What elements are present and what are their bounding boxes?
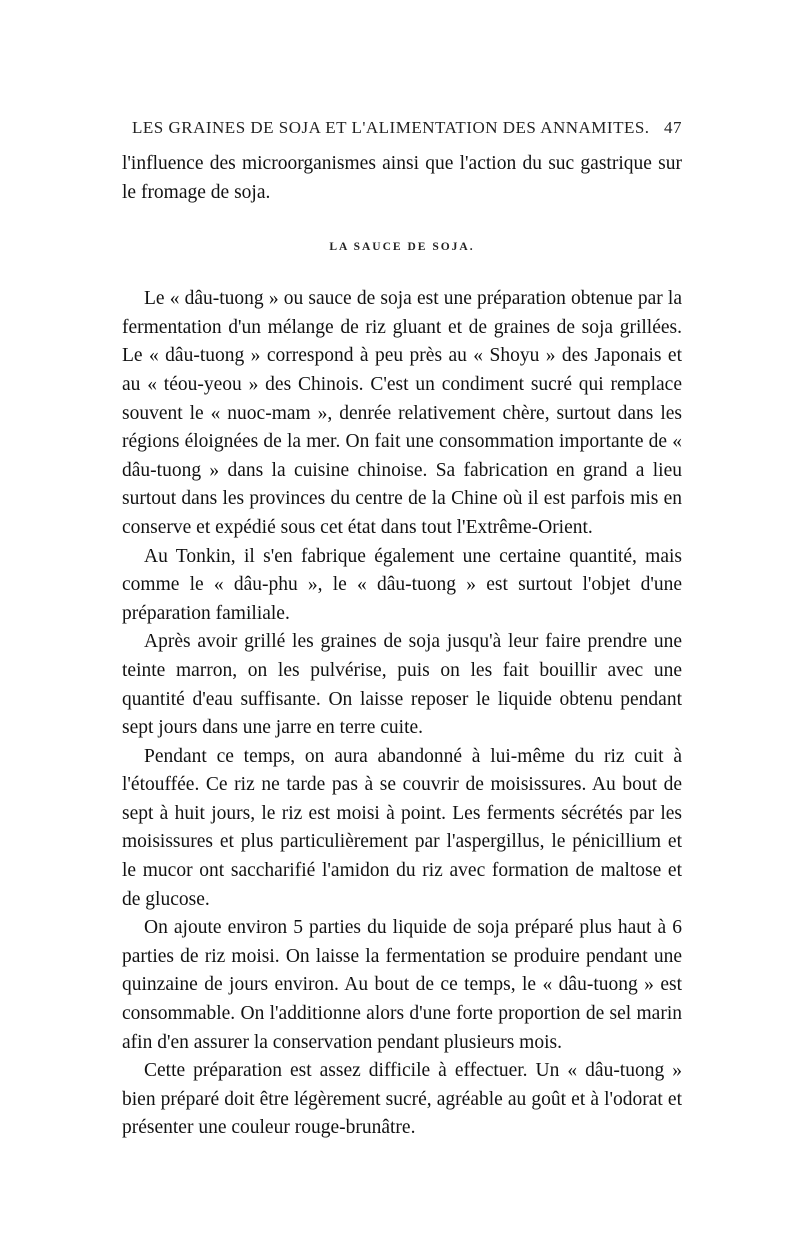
running-header [122,118,682,144]
page-number: 47 [664,118,682,137]
paragraph-2: Au Tonkin, il s'en fabrique également une certaine quantité, mais comme le « dâu-phu », le « dâu-tuong » est surtout l'objet d'une préparation familiale. [122,545,682,624]
paragraph-6: Cette préparation est assez difficile à effectuer. Un « dâu-tuong » bien préparé doit être légèrement sucré, agréable au goût et à l'odorat et présenter une couleur rouge-brunâtre. [122,1060,682,1139]
paragraph-3: Après avoir grillé les graines de soja jusqu'à leur faire prendre une teinte marron, on les pulvérise, puis on les fait bouillir avec une quantité d'eau suffisante. On laisse reposer le liquide obtenu pendant sept jours dans une jarre en terre cuite. [122,631,682,739]
paragraph-5: On ajoute environ 5 parties du liquide de soja préparé plus haut à 6 parties de riz moisi. On laisse la fermentation se produire pendant une quinzaine de jours environ. Au bout de ce temps, le « dâu-tuong » est consommable. On l'additionne alors d'une forte proportion de sel marin afin d'en assurer la conservation pendant plusieurs mois. [122,917,682,1053]
paragraph-1: Le « dâu-tuong » ou sauce de soja est une préparation obtenue par la fermentation d'un mélange de riz gluant et de graines de soja grillées. Le « dâu-tuong » correspond à peu près au « Shoyu » des Japonais et au « téou-yeou » des Chinois. C'est un condiment sucré qui remplace souvent le « nuoc-mam », denrée relativement chère, surtout dans les régions éloignées de la mer. On fait une consommation importante de « dâu-tuong » dans la cuisine chinoise. Sa fabrication en grand a lieu surtout dans les provinces du centre de la Chine où il est parfois mis en conserve et expédié sous cet état dans tout l'Extrême-Orient. [122,288,682,538]
running-title: LES GRAINES DE SOJA ET L'ALIMENTATION DES ANNAMITES. [132,118,650,137]
continued-paragraph: l'influence des microorganismes ainsi que l'action du suc gastrique sur le fromage de soja. [122,153,682,203]
page-body [122,150,682,1143]
section-heading: LA SAUCE DE SOJA. [329,241,475,254]
paragraph-4: Pendant ce temps, on aura abandonné à lui-même du riz cuit à l'étouffée. Ce riz ne tarde pas à se couvrir de moisissures. Au bout de sept à huit jours, le riz est moisi à point. Les ferments sécrétés par les moisissures et plus particulièrement par l'aspergillus, le pénicillium et le mucor ont saccharifié l'amidon du riz avec formation de maltose et de glucose. [122,745,682,910]
